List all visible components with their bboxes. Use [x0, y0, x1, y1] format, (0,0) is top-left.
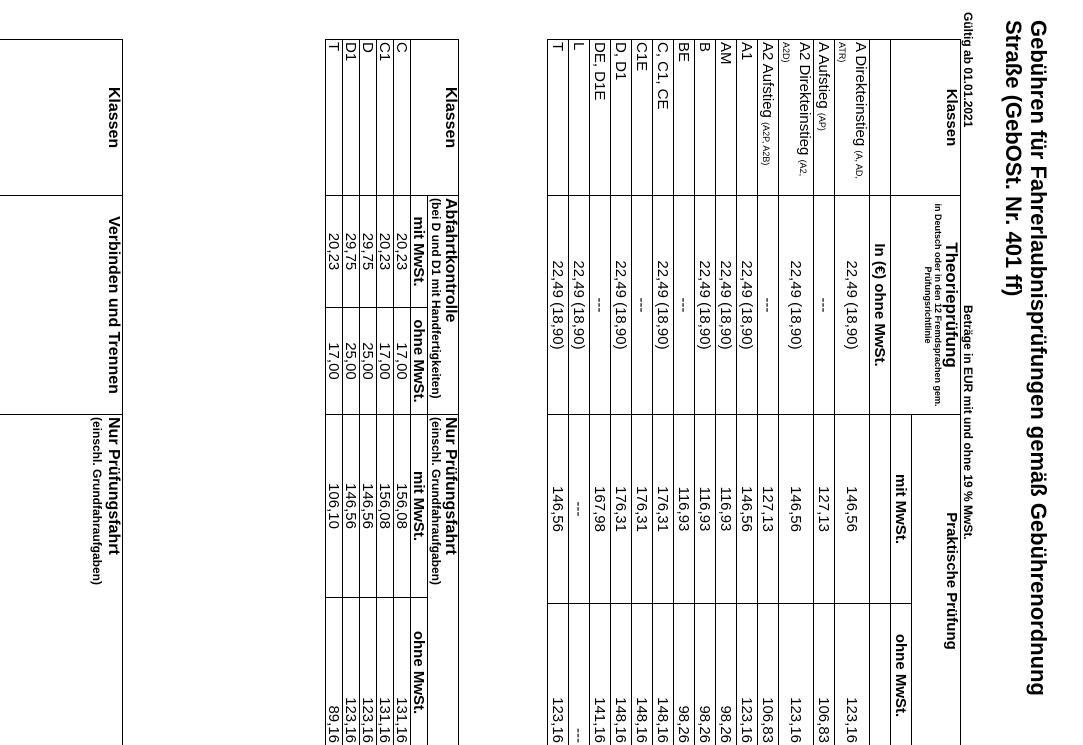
abf-header-abfahrt-note: (bei D und D1 mit Handfertigkeiten) — [429, 198, 443, 399]
fee-table-verbinden — [0, 39, 123, 745]
vt-header-pruef-note: (einschl. Grundfahraufgaben) — [90, 417, 104, 586]
cell-praktisch-mit: 127,13 — [758, 415, 779, 604]
cell-pruef-mit: 146,56 — [360, 415, 377, 598]
cell-praktisch-mit: 176,31 — [611, 415, 632, 604]
table-row — [716, 40, 737, 745]
cell-abfahrt-mit: 29,75 — [343, 196, 360, 308]
cell-praktisch-ohne: 106,83 — [814, 604, 835, 745]
cell-klasse: C — [394, 40, 411, 196]
klasse-label: A Aufstieg — [815, 42, 833, 109]
vt-header-pruef-title: Nur Prüfungsfahrt — [105, 417, 122, 555]
cell-klasse — [632, 40, 653, 196]
cell-klasse: C1 — [377, 40, 394, 196]
cell-praktisch-mit: 146,56 — [737, 415, 758, 604]
klasse-label: A2 Aufstieg — [759, 42, 777, 118]
cell-klasse — [653, 40, 674, 196]
cell-theorie: 22,49 (18,90) — [779, 196, 814, 415]
cell-klasse — [590, 40, 611, 196]
cell-klasse — [674, 40, 695, 196]
cell-theorie: 22,49 (18,90) — [835, 196, 870, 415]
header-praktisch: Praktische Prüfung — [912, 415, 961, 745]
klasse-label: C1E — [633, 42, 651, 72]
header-ohne-mwst: ohne MwSt. — [891, 604, 912, 745]
table-row — [548, 40, 569, 745]
cell-praktisch-ohne: --- — [569, 604, 590, 745]
cell-praktisch-mit: --- — [569, 415, 590, 604]
cell-theorie: --- — [674, 196, 695, 415]
cell-klasse: D1 — [343, 40, 360, 196]
cell-klasse: D — [360, 40, 377, 196]
cell-theorie: 22,49 (18,90) — [695, 196, 716, 415]
cell-klasse — [716, 40, 737, 196]
header-row — [912, 40, 961, 745]
table-row — [737, 40, 758, 745]
cell-praktisch-ohne: 148,16 — [611, 604, 632, 745]
cell-theorie: 22,49 (18,90) — [737, 196, 758, 415]
klasse-label: DE, D1E — [591, 42, 609, 101]
cell-abfahrt-ohne: 25,00 — [343, 308, 360, 415]
table-row — [611, 40, 632, 745]
cell-klasse — [611, 40, 632, 196]
klasse-note: (A, AD, ATR) — [837, 42, 864, 179]
cell-theorie: --- — [632, 196, 653, 415]
vt-header-verbinden: Verbinden und Trennen — [0, 196, 123, 415]
cell-pruef-ohne: 123,16 — [343, 598, 360, 745]
cell-praktisch-mit: 116,93 — [674, 415, 695, 604]
klasse-label: T — [549, 42, 567, 52]
abf-header-pruef-title: Nur Prüfungsfahrt — [442, 417, 459, 555]
cell-praktisch-ohne: 98,26 — [695, 604, 716, 745]
abf-header-a-ohne: ohne MwSt. — [411, 308, 428, 415]
cell-theorie: 22,49 (18,90) — [611, 196, 632, 415]
cell-pruef-ohne: 131,16 — [377, 598, 394, 745]
cell-theorie: 22,49 (18,90) — [716, 196, 737, 415]
cell-abfahrt-mit: 20,23 — [326, 196, 343, 308]
cell-pruef-mit: 146,56 — [343, 415, 360, 598]
cell-abfahrt-ohne: 25,00 — [360, 308, 377, 415]
cell-praktisch-mit: 116,93 — [716, 415, 737, 604]
cell-praktisch-ohne: 148,16 — [653, 604, 674, 745]
cell-pruef-ohne: 131,16 — [394, 598, 411, 745]
cell-pruef-mit: 106,10 — [326, 415, 343, 598]
cell-praktisch-mit: 167,98 — [590, 415, 611, 604]
fee-table-main — [547, 39, 961, 745]
header-mit-mwst: mit MwSt. — [891, 415, 912, 604]
cell-praktisch-ohne: 123,16 — [737, 604, 758, 745]
cell-klasse — [779, 40, 814, 196]
cell-praktisch-mit: 116,93 — [695, 415, 716, 604]
abf-header-p-mit: mit MwSt. — [411, 415, 428, 598]
klasse-label: D, D1 — [612, 42, 630, 81]
abf-header-a-mit: mit MwSt. — [411, 196, 428, 308]
cell-klasse — [814, 40, 835, 196]
table-row — [814, 40, 835, 745]
header-klassen: Klassen — [891, 40, 961, 196]
klasse-label: C, C1, CE — [654, 42, 672, 110]
cell-praktisch-mit: 127,13 — [814, 415, 835, 604]
abf-header-abfahrt-title: Abfahrtkontrolle — [442, 198, 459, 323]
table-row — [835, 40, 870, 745]
table-row — [569, 40, 590, 745]
table-row — [360, 40, 377, 745]
klasse-label: L — [570, 42, 588, 51]
table-row — [779, 40, 814, 745]
klasse-label: A Direkteinstieg — [852, 42, 869, 147]
klasse-label: AM — [717, 42, 735, 65]
klasse-note: (A2, A2D) — [781, 42, 808, 177]
cell-klasse — [835, 40, 870, 196]
abf-header-pruef-note: (einschl. Grundfahraufgaben) — [429, 417, 443, 586]
cell-praktisch-ohne: 106,83 — [758, 604, 779, 745]
cell-pruef-ohne: 123,16 — [360, 598, 377, 745]
cell-praktisch-ohne: 123,16 — [779, 604, 814, 745]
table-row — [394, 40, 411, 745]
abf-header-row — [428, 40, 459, 745]
klasse-note: (A2P, A2B) — [761, 122, 772, 166]
cell-praktisch-mit: 146,56 — [548, 415, 569, 604]
table-row — [653, 40, 674, 745]
vt-header-row — [0, 40, 123, 745]
table-row — [674, 40, 695, 745]
cell-theorie: 22,49 (18,90) — [569, 196, 590, 415]
table-row — [632, 40, 653, 745]
cell-abfahrt-ohne: 17,00 — [377, 308, 394, 415]
cell-abfahrt-ohne: 17,00 — [394, 308, 411, 415]
cell-abfahrt-mit: 20,23 — [377, 196, 394, 308]
cell-abfahrt-mit: 20,23 — [394, 196, 411, 308]
abf-header-pruef — [428, 415, 459, 745]
cell-praktisch-ohne: 141,16 — [590, 604, 611, 745]
cell-praktisch-ohne: 98,26 — [716, 604, 737, 745]
cell-abfahrt-ohne: 17,00 — [326, 308, 343, 415]
table-row — [758, 40, 779, 745]
header-theorie-note: in Deutsch oder in den 12 Fremdsprachen gem. Prüfungsrichtlinie — [923, 203, 943, 407]
fee-table-abfahrt — [325, 39, 459, 745]
unit-row — [870, 40, 891, 745]
table-row — [326, 40, 343, 745]
cell-praktisch-ohne: 98,26 — [674, 604, 695, 745]
cell-klasse — [569, 40, 590, 196]
valid-from: Gültig ab 01.01.2021 — [961, 12, 975, 128]
cell-praktisch-mit: 176,31 — [653, 415, 674, 604]
cell-praktisch-ohne: 123,16 — [548, 604, 569, 745]
abf-header-abfahrt — [428, 196, 459, 415]
header-theorie-unit: In (€) ohne MwSt. — [870, 196, 891, 415]
cell-klasse — [548, 40, 569, 196]
header-theorie-title: Theorieprüfung — [942, 242, 961, 368]
cell-praktisch-ohne: 123,16 — [835, 604, 870, 745]
abf-header-p-ohne: ohne MwSt. — [411, 598, 428, 745]
klasse-note: (AP) — [817, 112, 828, 131]
cell-theorie: 22,49 (18,90) — [548, 196, 569, 415]
cell-abfahrt-mit: 29,75 — [360, 196, 377, 308]
cell-theorie: --- — [590, 196, 611, 415]
page-title: Gebühren für Fahrerlaubnisprüfungen gemäß Gebührenordnung Straße (GebOSt. Nr. 401 ff) — [1001, 20, 1051, 696]
klasse-label: BE — [675, 42, 693, 63]
table-row — [695, 40, 716, 745]
cell-pruef-ohne: 89,16 — [326, 598, 343, 745]
cell-klasse: T — [326, 40, 343, 196]
cell-pruef-mit: 156,08 — [394, 415, 411, 598]
vt-header-pruef — [0, 415, 123, 745]
cell-praktisch-ohne: 148,16 — [632, 604, 653, 745]
cell-theorie: 22,49 (18,90) — [653, 196, 674, 415]
klasse-label: A1 — [738, 42, 756, 61]
cell-praktisch-mit: 146,56 — [835, 415, 870, 604]
cell-klasse — [758, 40, 779, 196]
cell-klasse — [695, 40, 716, 196]
amounts-note: Beträge in EUR mit und ohne 19 % MwSt. — [961, 305, 975, 540]
table-row — [590, 40, 611, 745]
cell-theorie: --- — [814, 196, 835, 415]
header-theorie — [891, 196, 961, 415]
cell-pruef-mit: 156,08 — [377, 415, 394, 598]
cell-praktisch-mit: 146,56 — [779, 415, 814, 604]
vt-header-klassen: Klassen — [0, 40, 123, 196]
cell-praktisch-mit: 176,31 — [632, 415, 653, 604]
cell-theorie: --- — [758, 196, 779, 415]
klasse-label: B — [696, 42, 714, 53]
cell-klasse — [737, 40, 758, 196]
abf-header-klassen: Klassen — [411, 40, 459, 196]
klasse-label: A2 Direkteinstieg — [796, 42, 813, 156]
table-row — [343, 40, 360, 745]
table-row — [377, 40, 394, 745]
